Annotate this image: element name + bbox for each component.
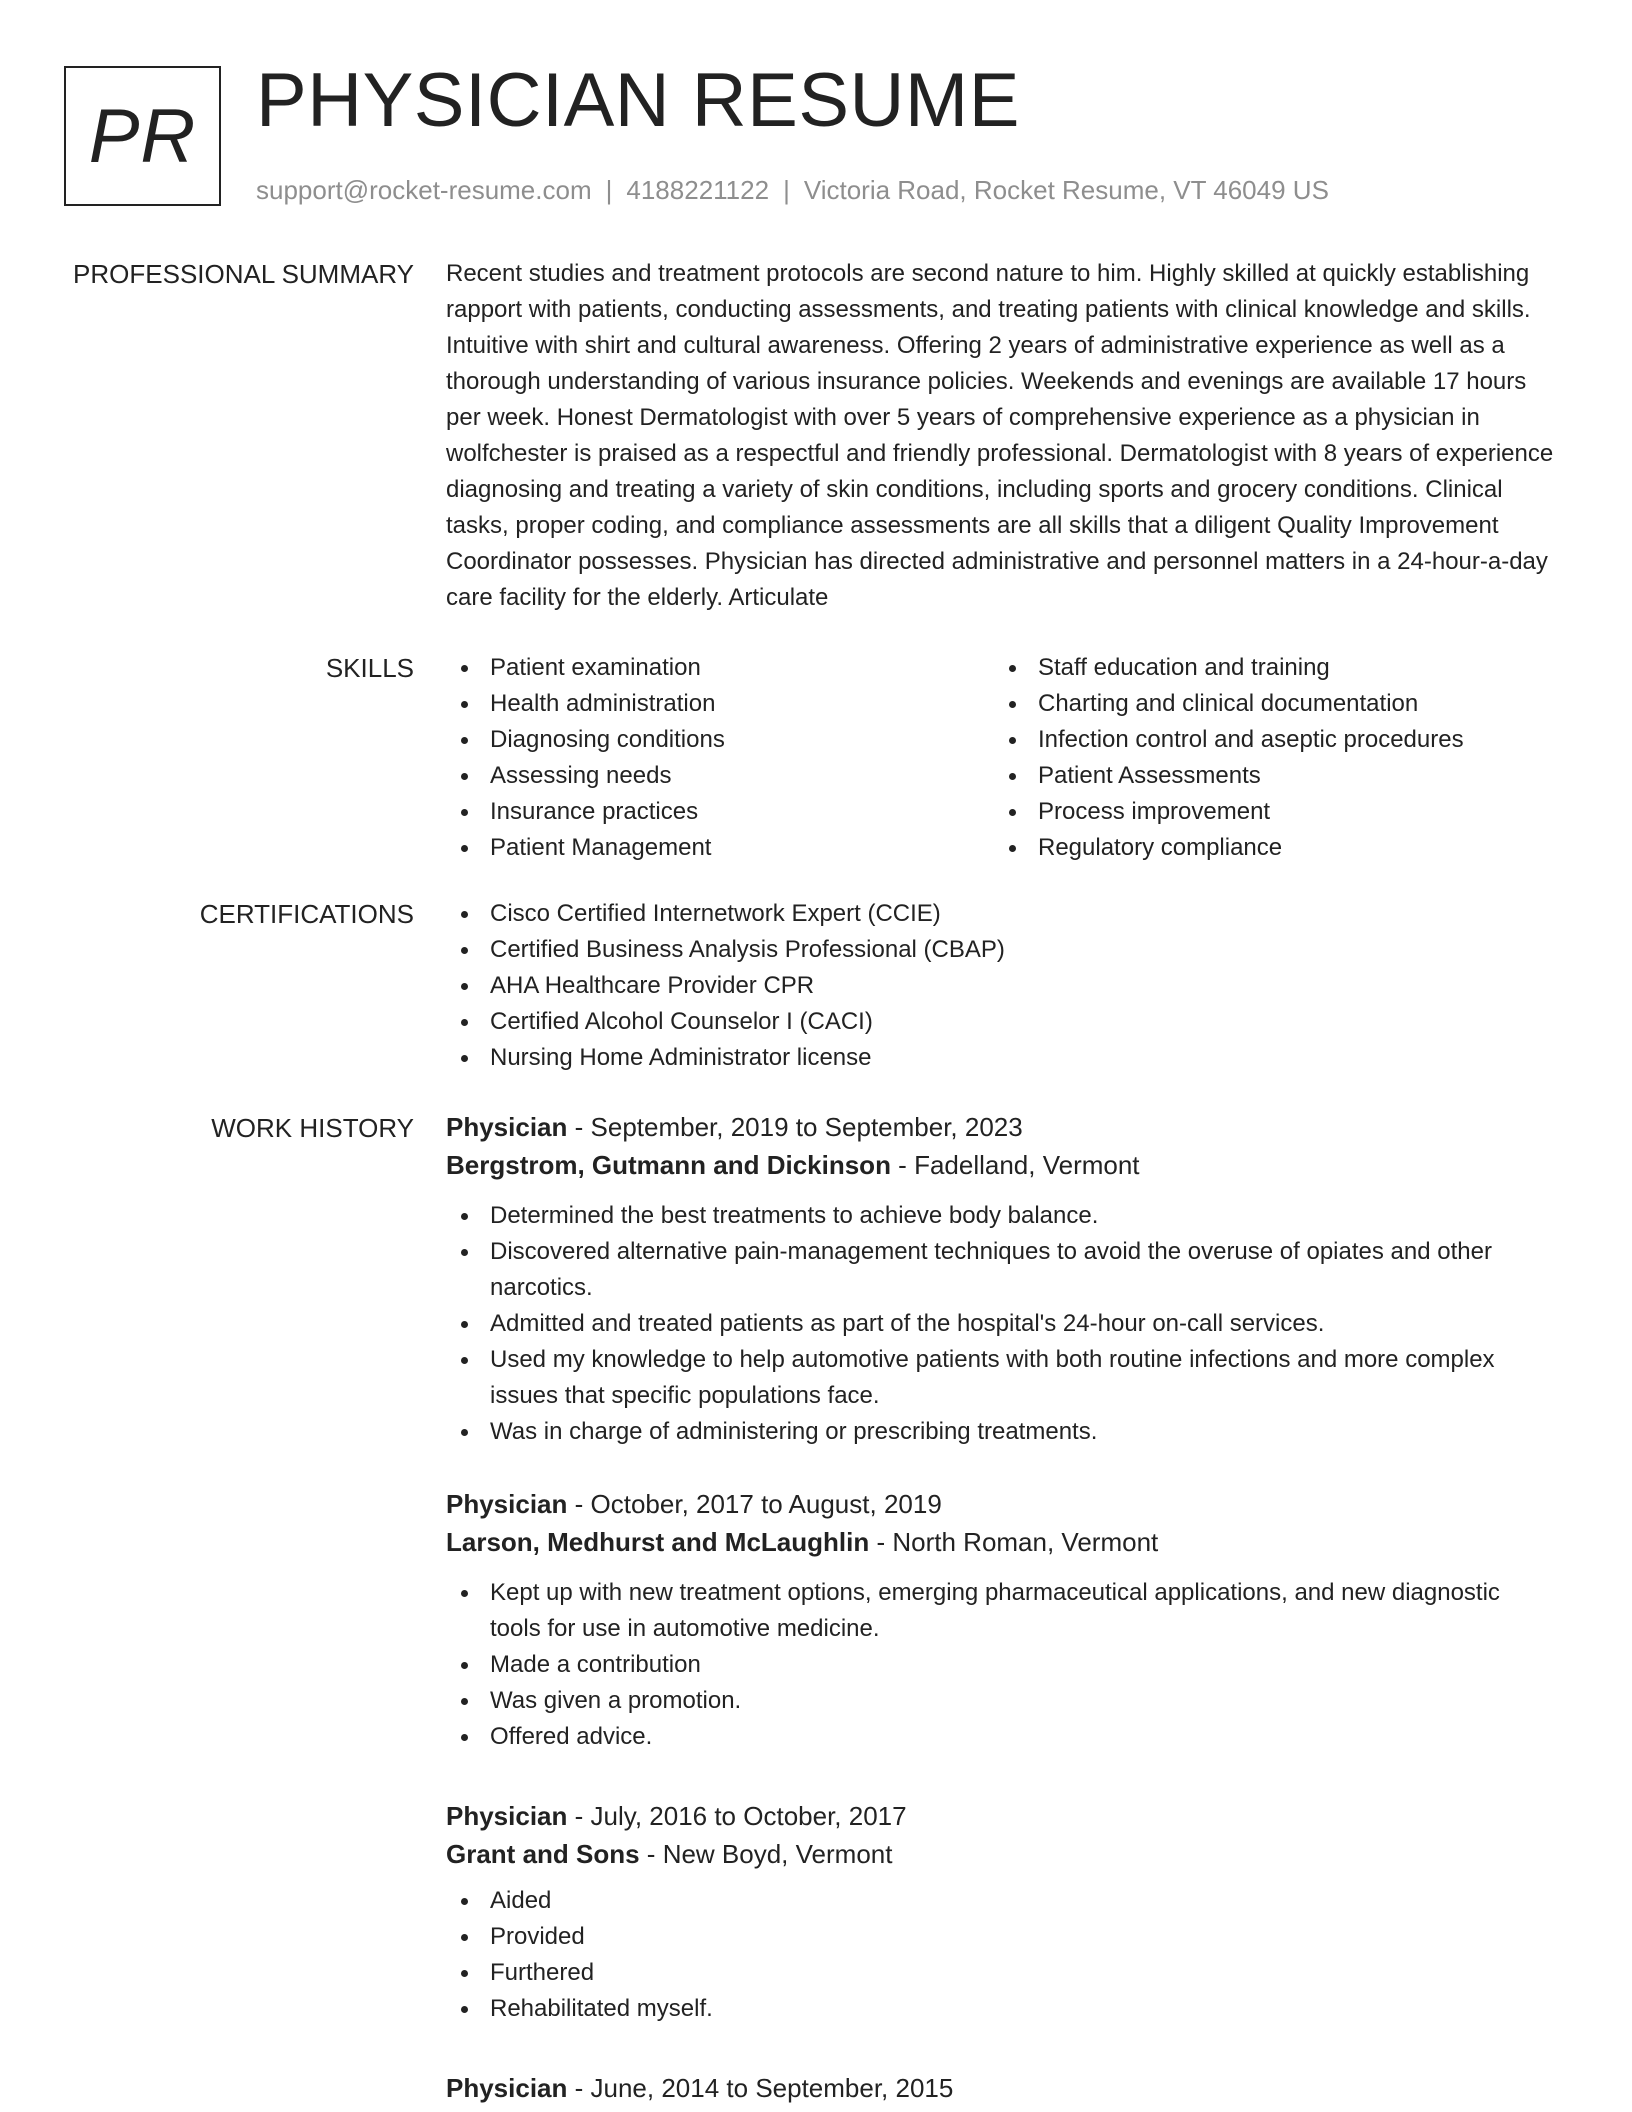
job-duties bbox=[446, 1575, 1556, 1755]
page-title: PHYSICIAN RESUME bbox=[256, 58, 1020, 143]
skills-list-right bbox=[994, 650, 1542, 866]
job-duty: Offered advice. bbox=[446, 1719, 1556, 1755]
job-employer-line: Bergstrom, Gutmann and Dickinson - Fadelland, Vermont bbox=[446, 1150, 1140, 1180]
skill-item: Assessing needs bbox=[446, 758, 994, 794]
skill-item: Infection control and aseptic procedures bbox=[994, 722, 1542, 758]
job-employer: Larson, Medhurst and McLaughlin bbox=[446, 1527, 870, 1557]
job-duty: Made a contribution bbox=[446, 1647, 1556, 1683]
contact-separator: | bbox=[605, 175, 613, 205]
skill-item: Regulatory compliance bbox=[994, 830, 1542, 866]
job-location: North Roman, Vermont bbox=[892, 1527, 1159, 1557]
skills-grid bbox=[446, 650, 1556, 866]
monogram-box bbox=[64, 66, 221, 206]
job-title-line: Physician - October, 2017 to August, 2019 bbox=[446, 1489, 942, 1519]
job-employer-line: Grant and Sons - New Boyd, Vermont bbox=[446, 1839, 893, 1869]
job-employer: Bergstrom, Gutmann and Dickinson bbox=[446, 1150, 891, 1180]
contact-email[interactable]: support@rocket-resume.com bbox=[256, 175, 592, 205]
contact-phone[interactable]: 4188221122 bbox=[626, 175, 770, 205]
skill-item: Health administration bbox=[446, 686, 994, 722]
skills-section bbox=[446, 650, 1556, 866]
job-duty: Determined the best treatments to achieve body balance. bbox=[446, 1198, 1556, 1234]
job-title-line: Physician - June, 2014 to September, 2015 bbox=[446, 2073, 954, 2103]
skill-item: Charting and clinical documentation bbox=[994, 686, 1542, 722]
job-entry bbox=[446, 2069, 1556, 2107]
job-title: Physician bbox=[446, 1112, 568, 1142]
skill-item: Patient examination bbox=[446, 650, 994, 686]
job-title-line: Physician - July, 2016 to October, 2017 bbox=[446, 1801, 907, 1831]
job-duty: Furthered bbox=[446, 1955, 1556, 1991]
certifications-list bbox=[446, 896, 1556, 1076]
certifications-heading: CERTIFICATIONS bbox=[199, 899, 414, 929]
certification-item: AHA Healthcare Provider CPR bbox=[446, 968, 1556, 1004]
job-employer-line: Larson, Medhurst and McLaughlin - North Roman, Vermont bbox=[446, 1527, 1159, 1557]
job-employer: Grant and Sons bbox=[446, 1839, 640, 1869]
job-entry bbox=[446, 1108, 1556, 1450]
summary-heading: PROFESSIONAL SUMMARY bbox=[73, 259, 414, 289]
contact-separator: | bbox=[783, 175, 790, 205]
certifications-section bbox=[446, 896, 1556, 1076]
certification-item: Nursing Home Administrator license bbox=[446, 1040, 1556, 1076]
job-duty: Discovered alternative pain-management techniques to avoid the overuse of opiates and other narcotics. bbox=[446, 1234, 1556, 1306]
skill-item: Process improvement bbox=[994, 794, 1542, 830]
skill-item: Insurance practices bbox=[446, 794, 994, 830]
job-dates: July, 2016 to October, 2017 bbox=[590, 1801, 907, 1831]
work-history-heading: WORK HISTORY bbox=[211, 1113, 414, 1143]
skills-list-left bbox=[446, 650, 994, 866]
job-duty: Was given a promotion. bbox=[446, 1683, 1556, 1719]
job-duty: Aided bbox=[446, 1883, 1556, 1919]
certification-item: Cisco Certified Internetwork Expert (CCIE) bbox=[446, 896, 1556, 932]
skills-heading: SKILLS bbox=[325, 653, 414, 683]
job-duty: Kept up with new treatment options, emerging pharmaceutical applications, and new diagnostic tools for use in automotive medicine. bbox=[446, 1575, 1556, 1647]
certification-item: Certified Alcohol Counselor I (CACI) bbox=[446, 1004, 1556, 1040]
job-title: Physician bbox=[446, 1489, 568, 1519]
job-title-line: Physician - September, 2019 to September, 2023 bbox=[446, 1112, 1023, 1142]
job-title: Physician bbox=[446, 2073, 568, 2103]
contact-line bbox=[256, 172, 1329, 208]
job-duty: Admitted and treated patients as part of the hospital's 24-hour on-call services. bbox=[446, 1306, 1556, 1342]
monogram-initials: PR bbox=[88, 93, 197, 179]
job-duties bbox=[446, 1883, 1556, 2027]
job-dates: October, 2017 to August, 2019 bbox=[590, 1489, 942, 1519]
skill-item: Staff education and training bbox=[994, 650, 1542, 686]
summary-section bbox=[446, 256, 1556, 616]
job-dates: June, 2014 to September, 2015 bbox=[590, 2073, 954, 2103]
job-title: Physician bbox=[446, 1801, 568, 1831]
job-duty: Provided bbox=[446, 1919, 1556, 1955]
contact-address: Victoria Road, Rocket Resume, VT 46049 US bbox=[803, 175, 1329, 205]
job-entry bbox=[446, 1797, 1556, 2027]
job-dates: September, 2019 to September, 2023 bbox=[590, 1112, 1023, 1142]
job-entry bbox=[446, 1485, 1556, 1755]
job-duty: Was in charge of administering or prescribing treatments. bbox=[446, 1414, 1556, 1450]
job-duty: Rehabilitated myself. bbox=[446, 1991, 1556, 2027]
job-location: Fadelland, Vermont bbox=[914, 1150, 1140, 1180]
summary-text: Recent studies and treatment protocols are second nature to him. Highly skilled at quickly establishing rapport with patients, conducting assessments, and treating patients with clinical knowledge and skills. Intuitive with shirt and cultural awareness. Offering 2 years of administrative experience as well as a thorough understanding of various insurance policies. Weekends and evenings are available 17 hours per week. Honest Dermatologist with over 5 years of comprehensive experience as a physician in wolfchester is praised as a respectful and friendly professional. Dermatologist with 8 years of experience diagnosing and treating a variety of skin conditions, including sports and grocery conditions. Clinical tasks, proper coding, and compliance assessments are all skills that a diligent Quality Improvement Coordinator possesses. Physician has directed administrative and personnel matters in a 24-hour-a-day care facility for the elderly. Articulate bbox=[446, 260, 1554, 611]
job-location: New Boyd, Vermont bbox=[662, 1839, 893, 1869]
skill-item: Patient Assessments bbox=[994, 758, 1542, 794]
job-duties bbox=[446, 1198, 1556, 1450]
skill-item: Patient Management bbox=[446, 830, 994, 866]
certification-item: Certified Business Analysis Professional (CBAP) bbox=[446, 932, 1556, 968]
skill-item: Diagnosing conditions bbox=[446, 722, 994, 758]
job-duty: Used my knowledge to help automotive patients with both routine infections and more complex issues that specific populations face. bbox=[446, 1342, 1556, 1414]
